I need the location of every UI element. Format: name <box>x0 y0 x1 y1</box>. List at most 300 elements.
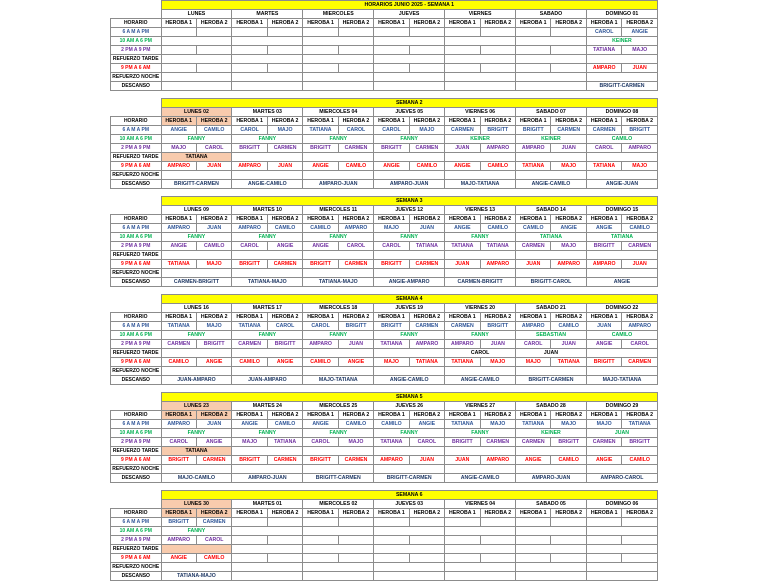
shift-cell[interactable]: AMPARO <box>480 260 515 269</box>
heroba-header[interactable]: HEROBA 2 <box>338 215 373 224</box>
shift-cell[interactable]: FANNY <box>232 135 303 144</box>
rest-cell[interactable]: ANGIE <box>586 278 657 287</box>
shift-cell[interactable]: TATIANA <box>551 358 586 367</box>
shift-cell[interactable] <box>516 545 587 554</box>
heroba-header[interactable]: HEROBA 1 <box>516 411 551 420</box>
shift-cell[interactable]: CAROL <box>516 340 551 349</box>
shift-cell[interactable] <box>586 153 657 162</box>
shift-cell[interactable] <box>303 269 374 278</box>
shift-cell[interactable]: FANNY <box>303 233 374 242</box>
heroba-header[interactable]: HEROBA 1 <box>516 19 551 28</box>
shift-cell[interactable]: FANNY <box>445 331 516 340</box>
heroba-header[interactable]: HEROBA 1 <box>586 509 621 518</box>
heroba-header[interactable]: HEROBA 1 <box>516 313 551 322</box>
shift-cell[interactable]: CAMILO <box>480 224 515 233</box>
shift-cell[interactable]: FANNY <box>445 233 516 242</box>
heroba-header[interactable]: HEROBA 2 <box>338 19 373 28</box>
shift-cell[interactable]: AMPARO <box>232 162 267 171</box>
shift-cell[interactable] <box>480 536 515 545</box>
shift-cell[interactable]: CARMEN <box>409 260 444 269</box>
day-header[interactable]: SABADO 21 <box>516 304 587 313</box>
shift-cell[interactable]: MAJO <box>480 358 515 367</box>
heroba-header[interactable]: HEROBA 1 <box>161 509 196 518</box>
day-header[interactable]: MARTES <box>232 10 303 19</box>
row-label[interactable]: 2 PM A 9 PM <box>111 340 162 349</box>
shift-cell[interactable]: ANGIE <box>586 456 621 465</box>
shift-cell[interactable] <box>516 73 587 82</box>
shift-cell[interactable]: TATIANA <box>409 242 444 251</box>
shift-cell[interactable] <box>374 367 445 376</box>
shift-cell[interactable]: CAMILO <box>480 162 515 171</box>
rest-cell[interactable]: TATIANA-MAJO <box>303 278 374 287</box>
row-label[interactable]: REFUERZO NOCHE <box>112 466 160 472</box>
shift-cell[interactable]: CAROL <box>161 438 196 447</box>
row-label[interactable]: REFUERZO TARDE <box>111 153 162 162</box>
shift-cell[interactable] <box>232 251 303 260</box>
shift-cell[interactable]: JUAN <box>409 456 444 465</box>
shift-cell[interactable]: CARMEN <box>445 322 480 331</box>
heroba-header[interactable]: HEROBA 1 <box>374 313 409 322</box>
heroba-header[interactable]: HEROBA 2 <box>338 117 373 126</box>
heroba-header[interactable]: HEROBA 1 <box>586 313 621 322</box>
shift-cell[interactable] <box>303 447 374 456</box>
row-label[interactable]: 9 PM A 6 AM <box>111 64 162 73</box>
shift-cell[interactable]: TATIANA <box>445 420 480 429</box>
shift-cell[interactable] <box>409 536 444 545</box>
shift-cell[interactable] <box>374 46 409 55</box>
shift-cell[interactable]: MAJO <box>232 438 267 447</box>
shift-cell[interactable] <box>551 518 586 527</box>
heroba-header[interactable]: HEROBA 2 <box>196 19 231 28</box>
heroba-header[interactable]: HEROBA 1 <box>586 117 621 126</box>
heroba-header[interactable]: HEROBA 1 <box>445 215 480 224</box>
shift-cell[interactable]: CAROL <box>338 126 373 135</box>
shift-cell[interactable] <box>161 251 232 260</box>
shift-cell[interactable] <box>586 465 657 474</box>
shift-cell[interactable] <box>232 153 303 162</box>
shift-cell[interactable]: AMPARO <box>622 144 658 153</box>
corner-blank[interactable] <box>111 99 162 108</box>
heroba-header[interactable]: HEROBA 1 <box>445 509 480 518</box>
heroba-header[interactable]: HEROBA 1 <box>161 313 196 322</box>
shift-cell[interactable]: BRIGITT <box>303 456 338 465</box>
day-header[interactable]: SABADO 05 <box>516 500 587 509</box>
row-label[interactable]: REFUERZO NOCHE <box>112 368 160 374</box>
row-label[interactable]: 6 A M A PM <box>111 420 162 429</box>
row-label[interactable]: 2 PM A 9 PM <box>111 144 162 153</box>
shift-cell[interactable]: BRIGITT <box>374 322 409 331</box>
shift-cell[interactable]: TATIANA <box>161 322 196 331</box>
shift-cell[interactable] <box>622 536 658 545</box>
row-label[interactable]: 2 PM A 9 PM <box>111 438 162 447</box>
shift-cell[interactable]: ANGIE <box>196 358 231 367</box>
shift-cell[interactable] <box>516 171 587 180</box>
shift-cell[interactable] <box>445 64 480 73</box>
shift-cell[interactable] <box>586 55 657 64</box>
heroba-header[interactable]: HEROBA 2 <box>338 313 373 322</box>
shift-cell[interactable]: FANNY <box>374 331 445 340</box>
shift-cell[interactable]: TATIANA <box>445 242 480 251</box>
shift-cell[interactable]: TATIANA <box>161 260 196 269</box>
rest-cell[interactable]: BRIGITT-CARMEN <box>374 474 445 483</box>
shift-cell[interactable]: CAMILO <box>409 162 444 171</box>
shift-cell[interactable]: CARMEN <box>622 358 658 367</box>
rest-cell[interactable] <box>303 572 374 581</box>
row-label[interactable]: 10 AM A 6 PM <box>111 527 162 536</box>
shift-cell[interactable]: CARMEN <box>338 144 373 153</box>
shift-cell[interactable]: ANGIE <box>303 420 338 429</box>
shift-cell[interactable]: TATIANA <box>374 340 409 349</box>
rest-cell[interactable]: BRIGITT-CARMEN <box>586 82 657 91</box>
heroba-header[interactable]: HEROBA 2 <box>409 19 444 28</box>
shift-cell[interactable] <box>303 518 338 527</box>
shift-cell[interactable]: CAMILO <box>267 420 302 429</box>
heroba-header[interactable]: HEROBA 2 <box>480 411 515 420</box>
rest-cell[interactable]: MAJO-TATIANA <box>303 376 374 385</box>
shift-cell[interactable] <box>232 37 303 46</box>
shift-cell[interactable]: CAMILO <box>374 420 409 429</box>
shift-cell[interactable]: JUAN <box>551 144 586 153</box>
shift-cell[interactable] <box>267 554 302 563</box>
shift-cell[interactable] <box>303 251 374 260</box>
shift-cell[interactable]: BRIGITT <box>232 144 267 153</box>
shift-cell[interactable] <box>586 554 621 563</box>
shift-cell[interactable] <box>232 28 267 37</box>
row-label[interactable]: REFUERZO TARDE <box>111 447 162 456</box>
shift-cell[interactable] <box>232 73 303 82</box>
rest-cell[interactable] <box>445 82 516 91</box>
rest-cell[interactable]: AMPARO-JUAN <box>516 474 587 483</box>
shift-cell[interactable]: TATIANA <box>586 233 657 242</box>
shift-cell[interactable] <box>232 46 267 55</box>
heroba-header[interactable]: HEROBA 1 <box>303 411 338 420</box>
heroba-header[interactable]: HEROBA 2 <box>551 411 586 420</box>
week-title[interactable]: HORARIOS JUNIO 2025 - SEMANA 1 <box>161 1 658 10</box>
shift-cell[interactable]: TATIANA <box>480 242 515 251</box>
shift-cell[interactable]: MAJO <box>551 162 586 171</box>
shift-cell[interactable]: BRIGITT <box>586 358 621 367</box>
row-label[interactable]: REFUERZO TARDE <box>111 545 162 554</box>
heroba-header[interactable]: HEROBA 2 <box>480 509 515 518</box>
shift-cell[interactable]: TATIANA <box>586 46 621 55</box>
heroba-header[interactable]: HEROBA 1 <box>374 509 409 518</box>
shift-cell[interactable] <box>622 518 658 527</box>
shift-cell[interactable] <box>374 55 445 64</box>
shift-cell[interactable] <box>374 554 409 563</box>
shift-cell[interactable] <box>161 46 196 55</box>
shift-cell[interactable] <box>586 73 657 82</box>
rest-cell[interactable] <box>161 82 232 91</box>
rest-cell[interactable] <box>516 82 587 91</box>
shift-cell[interactable]: CAMILO <box>551 456 586 465</box>
shift-cell[interactable]: CARMEN <box>516 438 551 447</box>
shift-cell[interactable] <box>267 64 302 73</box>
shift-cell[interactable] <box>338 46 373 55</box>
heroba-header[interactable]: HEROBA 1 <box>303 215 338 224</box>
corner-blank[interactable] <box>111 304 162 313</box>
shift-cell[interactable]: BRIGITT <box>303 144 338 153</box>
shift-cell[interactable] <box>445 447 516 456</box>
shift-cell[interactable]: AMPARO <box>338 224 373 233</box>
shift-cell[interactable] <box>303 37 374 46</box>
heroba-header[interactable]: HEROBA 1 <box>303 509 338 518</box>
shift-cell[interactable]: CARMEN <box>586 438 621 447</box>
shift-cell[interactable]: FANNY <box>161 527 232 536</box>
shift-cell[interactable]: CARMEN <box>338 260 373 269</box>
rest-cell[interactable]: JUAN-AMPARO <box>232 376 303 385</box>
shift-cell[interactable] <box>303 545 374 554</box>
shift-cell[interactable]: AMPARO <box>516 144 551 153</box>
shift-cell[interactable] <box>303 536 338 545</box>
corner-blank[interactable] <box>111 295 162 304</box>
heroba-header[interactable]: HEROBA 1 <box>232 509 267 518</box>
shift-cell[interactable] <box>516 28 551 37</box>
shift-cell[interactable] <box>586 251 657 260</box>
heroba-header[interactable]: HEROBA 1 <box>374 117 409 126</box>
shift-cell[interactable]: BRIGITT <box>338 322 373 331</box>
shift-cell[interactable] <box>516 367 587 376</box>
shift-cell[interactable] <box>232 554 267 563</box>
shift-cell[interactable]: ANGIE <box>161 554 196 563</box>
rest-cell[interactable]: CARMEN-BRIGITT <box>445 278 516 287</box>
shift-cell[interactable]: ANGIE <box>622 28 658 37</box>
shift-cell[interactable]: FANNY <box>161 233 232 242</box>
row-label[interactable]: 6 A M A PM <box>111 322 162 331</box>
shift-cell[interactable] <box>445 545 516 554</box>
day-header[interactable]: LUNES 02 <box>161 108 232 117</box>
day-header[interactable]: SABADO 07 <box>516 108 587 117</box>
shift-cell[interactable] <box>586 269 657 278</box>
shift-cell[interactable] <box>586 545 657 554</box>
shift-cell[interactable]: JUAN <box>551 340 586 349</box>
heroba-header[interactable]: HEROBA 2 <box>338 509 373 518</box>
rest-cell[interactable]: BRIGITT-CARMEN <box>161 180 232 189</box>
rest-cell[interactable] <box>303 82 374 91</box>
shift-cell[interactable] <box>374 64 409 73</box>
shift-cell[interactable]: MAJO <box>622 46 658 55</box>
shift-cell[interactable]: AMPARO <box>161 536 196 545</box>
shift-cell[interactable]: FANNY <box>303 331 374 340</box>
day-header[interactable]: SABADO <box>516 10 587 19</box>
shift-cell[interactable]: ANGIE <box>551 224 586 233</box>
shift-cell[interactable] <box>161 563 232 572</box>
shift-cell[interactable] <box>232 563 303 572</box>
shift-cell[interactable] <box>161 37 232 46</box>
shift-cell[interactable] <box>161 73 232 82</box>
shift-cell[interactable] <box>445 536 480 545</box>
rest-cell[interactable]: JUAN-AMPARO <box>161 376 232 385</box>
heroba-header[interactable]: HEROBA 2 <box>409 117 444 126</box>
day-header[interactable]: JUEVES <box>374 10 445 19</box>
shift-cell[interactable] <box>516 46 551 55</box>
shift-cell[interactable] <box>516 527 587 536</box>
shift-cell[interactable]: KEINER <box>516 429 587 438</box>
shift-cell[interactable] <box>480 28 515 37</box>
shift-cell[interactable]: AMPARO <box>480 456 515 465</box>
shift-cell[interactable] <box>516 55 587 64</box>
week-title[interactable]: SEMANA 4 <box>161 295 658 304</box>
shift-cell[interactable]: MAJO <box>374 224 409 233</box>
shift-cell[interactable] <box>445 563 516 572</box>
day-header[interactable]: VIERNES 27 <box>445 402 516 411</box>
shift-cell[interactable]: CARMEN <box>445 126 480 135</box>
heroba-header[interactable]: HEROBA 1 <box>161 411 196 420</box>
heroba-header[interactable]: HEROBA 2 <box>196 313 231 322</box>
rest-cell[interactable] <box>232 572 303 581</box>
shift-cell[interactable]: BRIGITT <box>161 518 196 527</box>
shift-cell[interactable] <box>232 536 267 545</box>
rest-cell[interactable] <box>586 572 657 581</box>
shift-cell[interactable]: BRIGITT <box>303 260 338 269</box>
shift-cell[interactable]: TATIANA <box>622 420 658 429</box>
day-header[interactable]: MIERCOLES 18 <box>303 304 374 313</box>
heroba-header[interactable]: HEROBA 2 <box>622 411 658 420</box>
shift-cell[interactable]: AMPARO <box>374 456 409 465</box>
shift-cell[interactable] <box>445 28 480 37</box>
shift-cell[interactable] <box>374 545 445 554</box>
rest-cell[interactable]: ANGIE-JUAN <box>586 180 657 189</box>
day-header[interactable]: LUNES 09 <box>161 206 232 215</box>
heroba-header[interactable]: HEROBA 2 <box>551 313 586 322</box>
shift-cell[interactable]: TATIANA <box>445 358 480 367</box>
heroba-header[interactable]: HEROBA 2 <box>196 215 231 224</box>
shift-cell[interactable]: JUAN <box>445 144 480 153</box>
shift-cell[interactable] <box>374 465 445 474</box>
day-header[interactable]: JUEVES 12 <box>374 206 445 215</box>
row-label[interactable]: 2 PM A 9 PM <box>111 46 162 55</box>
shift-cell[interactable] <box>303 527 374 536</box>
day-header[interactable]: JUEVES 19 <box>374 304 445 313</box>
row-label[interactable]: DESCANSO <box>111 180 162 189</box>
rest-cell[interactable] <box>374 572 445 581</box>
shift-cell[interactable] <box>161 269 232 278</box>
rest-cell[interactable]: AMPARO-JUAN <box>374 180 445 189</box>
shift-cell[interactable]: AMPARO <box>445 340 480 349</box>
week-title[interactable]: SEMANA 2 <box>161 99 658 108</box>
shift-cell[interactable] <box>516 554 551 563</box>
shift-cell[interactable] <box>374 447 445 456</box>
shift-cell[interactable]: ANGIE <box>586 340 621 349</box>
shift-cell[interactable]: AMPARO <box>161 162 196 171</box>
row-label[interactable]: 10 AM A 6 PM <box>111 135 162 144</box>
shift-cell[interactable] <box>409 518 444 527</box>
shift-cell[interactable]: JUAN <box>445 260 480 269</box>
shift-cell[interactable]: CAROL <box>232 242 267 251</box>
shift-cell[interactable]: JUAN <box>622 64 658 73</box>
shift-cell[interactable]: CAMILO <box>338 162 373 171</box>
rest-cell[interactable]: BRIGITT-CARMEN <box>303 474 374 483</box>
heroba-header[interactable]: HEROBA 1 <box>445 411 480 420</box>
day-header[interactable]: LUNES <box>161 10 232 19</box>
day-header[interactable]: DOMINGO 08 <box>586 108 657 117</box>
shift-cell[interactable]: CAROL <box>586 28 621 37</box>
rest-cell[interactable]: ANGIE-CAMILO <box>445 376 516 385</box>
shift-cell[interactable]: CAMILO <box>586 135 657 144</box>
shift-cell[interactable] <box>232 349 303 358</box>
week-title[interactable]: SEMANA 5 <box>161 393 658 402</box>
shift-cell[interactable]: TATIANA <box>516 162 551 171</box>
shift-cell[interactable] <box>267 28 302 37</box>
shift-cell[interactable]: FANNY <box>232 233 303 242</box>
heroba-header[interactable]: HEROBA 1 <box>232 19 267 28</box>
heroba-header[interactable]: HEROBA 1 <box>516 509 551 518</box>
shift-cell[interactable] <box>551 64 586 73</box>
shift-cell[interactable]: FANNY <box>232 331 303 340</box>
shift-cell[interactable] <box>516 269 587 278</box>
shift-cell[interactable] <box>409 554 444 563</box>
row-label[interactable]: DESCANSO <box>111 474 162 483</box>
shift-cell[interactable] <box>267 518 302 527</box>
shift-cell[interactable]: CAROL <box>586 144 621 153</box>
shift-cell[interactable]: MAJO <box>551 420 586 429</box>
shift-cell[interactable]: CAROL <box>374 242 409 251</box>
rest-cell[interactable]: ANGIE-CAMILO <box>445 474 516 483</box>
heroba-header[interactable]: HEROBA 2 <box>196 411 231 420</box>
corner-blank[interactable] <box>111 108 162 117</box>
shift-cell[interactable]: CAMILO <box>196 242 231 251</box>
shift-cell[interactable]: CARMEN <box>622 242 658 251</box>
shift-cell[interactable] <box>303 563 374 572</box>
row-label[interactable]: 2 PM A 9 PM <box>111 242 162 251</box>
shift-cell[interactable]: CAMILO <box>161 358 196 367</box>
shift-cell[interactable]: AMPARO <box>303 340 338 349</box>
heroba-header[interactable]: HEROBA 1 <box>161 19 196 28</box>
shift-cell[interactable]: TATIANA <box>516 420 551 429</box>
shift-cell[interactable]: ANGIE <box>161 242 196 251</box>
row-label-horario[interactable]: HORARIO <box>111 313 162 322</box>
shift-cell[interactable] <box>303 349 374 358</box>
shift-cell[interactable]: JUAN <box>586 429 657 438</box>
shift-cell[interactable]: CARMEN <box>551 126 586 135</box>
shift-cell[interactable]: CAROL <box>374 126 409 135</box>
row-label-horario[interactable]: HORARIO <box>111 411 162 420</box>
shift-cell[interactable]: KEINER <box>445 135 516 144</box>
shift-cell[interactable]: ANGIE <box>374 162 409 171</box>
row-label[interactable]: 9 PM A 6 AM <box>111 554 162 563</box>
shift-cell[interactable] <box>516 153 587 162</box>
shift-cell[interactable] <box>232 447 303 456</box>
heroba-header[interactable]: HEROBA 1 <box>516 117 551 126</box>
shift-cell[interactable] <box>374 153 445 162</box>
shift-cell[interactable]: CAMILO <box>622 224 658 233</box>
shift-cell[interactable]: FANNY <box>161 135 232 144</box>
shift-cell[interactable]: CAMILO <box>196 126 231 135</box>
shift-cell[interactable] <box>586 349 657 358</box>
row-label[interactable]: DESCANSO <box>111 278 162 287</box>
rest-cell[interactable]: ANGIE-CAMILO <box>232 180 303 189</box>
shift-cell[interactable]: CAMILO <box>622 456 658 465</box>
shift-cell[interactable]: TATIANA <box>303 126 338 135</box>
shift-cell[interactable] <box>374 518 409 527</box>
shift-cell[interactable]: TATIANA <box>161 447 232 456</box>
day-header[interactable]: MARTES 01 <box>232 500 303 509</box>
day-header[interactable]: DOMINGO 15 <box>586 206 657 215</box>
day-header[interactable]: MARTES 24 <box>232 402 303 411</box>
shift-cell[interactable]: CAMILO <box>586 331 657 340</box>
row-label[interactable]: 9 PM A 6 AM <box>111 260 162 269</box>
shift-cell[interactable]: JUAN <box>586 322 621 331</box>
shift-cell[interactable]: MAJO <box>516 358 551 367</box>
row-label[interactable]: 6 A M A PM <box>111 224 162 233</box>
heroba-header[interactable]: HEROBA 2 <box>480 313 515 322</box>
shift-cell[interactable]: SEBASTIAN <box>516 331 587 340</box>
heroba-header[interactable]: HEROBA 2 <box>551 117 586 126</box>
row-label[interactable]: 6 A M A PM <box>111 126 162 135</box>
shift-cell[interactable]: CAROL <box>303 322 338 331</box>
shift-cell[interactable] <box>551 536 586 545</box>
shift-cell[interactable]: ANGIE <box>232 420 267 429</box>
shift-cell[interactable] <box>338 64 373 73</box>
